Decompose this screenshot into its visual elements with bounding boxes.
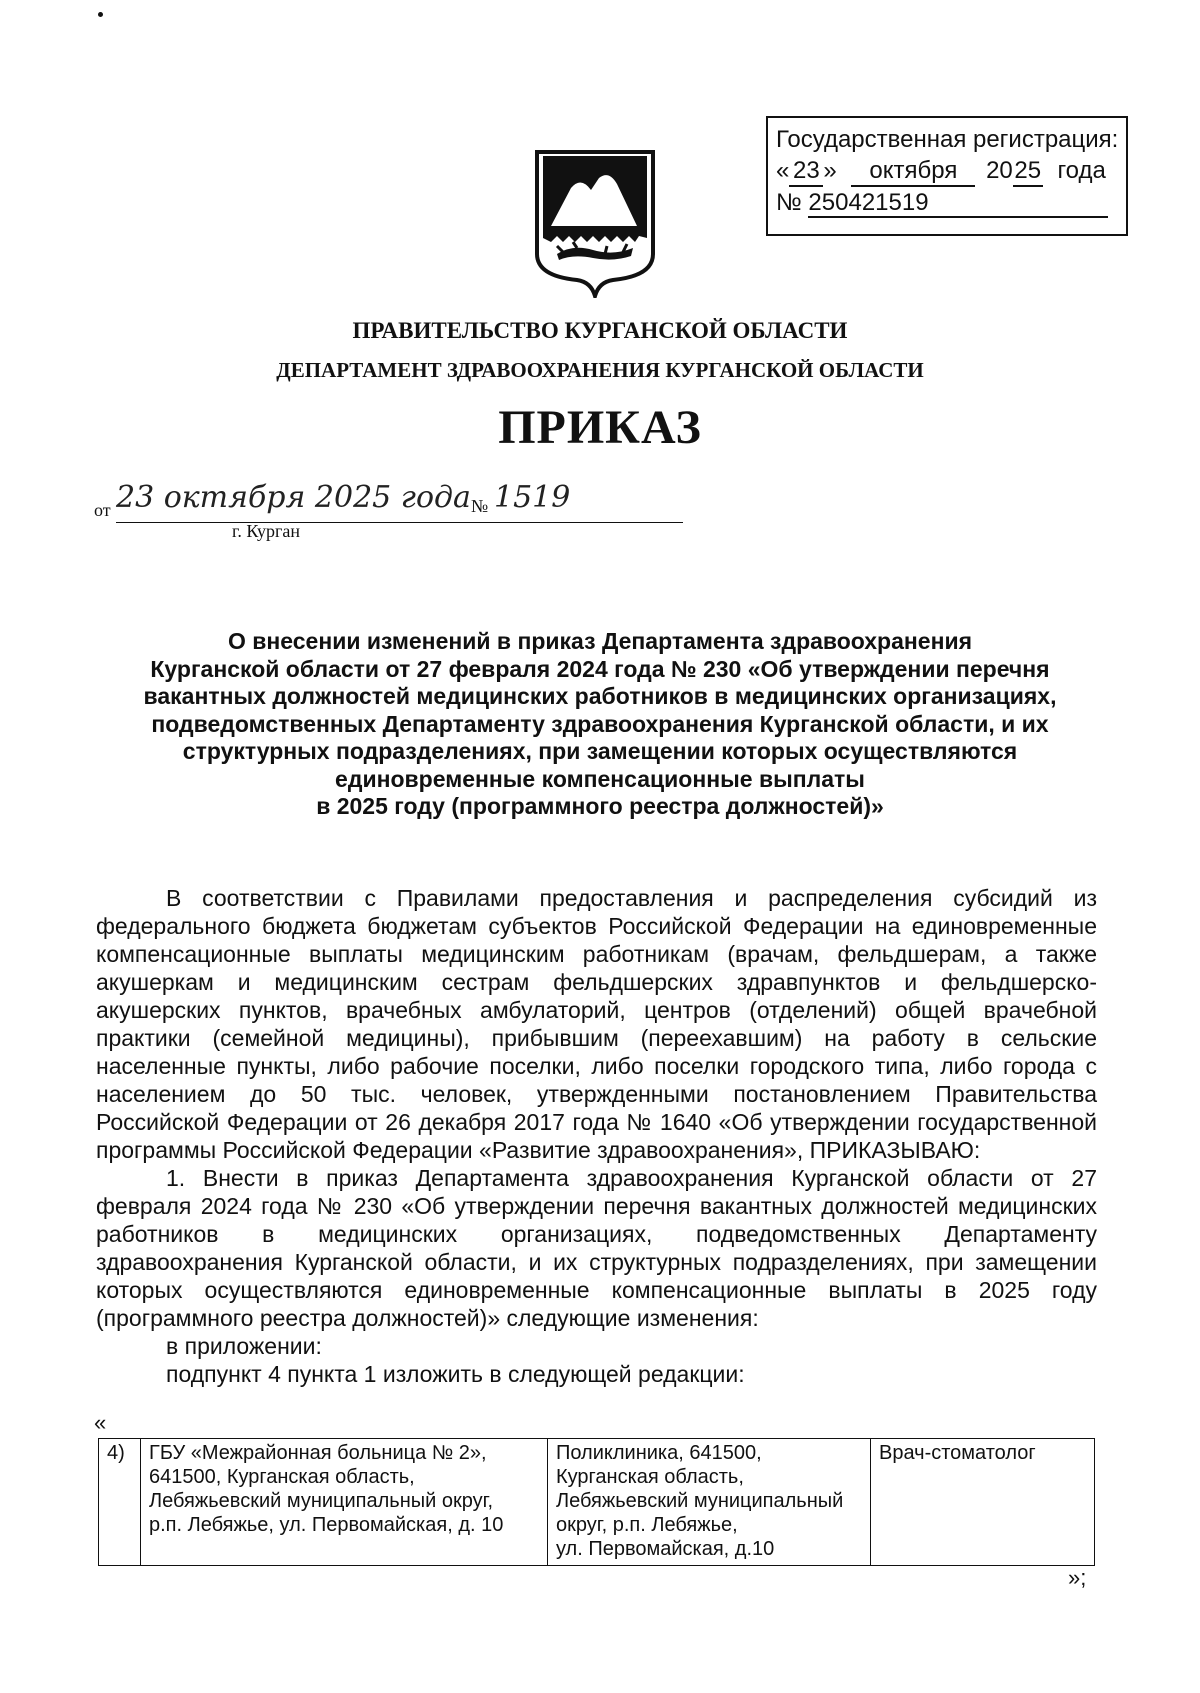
registration-year-word: года — [1057, 157, 1106, 185]
preamble-paragraph: В соответствии с Правилами предоставления и распределения субсидий из федерального бюджета бюджетам субъектов Российской Федерации на единовременные компенсационные выплаты медицинским работникам (врачам, фельдшерам, а также акушеркам и медицинским сестрам фельдшерских здравпунктов и фельдшерско-акушерских пунктов, врачебных амбулаторий, центров (отделений) общей врачебной практики (семейной медицины), прибывшим (переехавшим) на работу в сельские населенные пункты, либо рабочие поселки, либо поселки городского типа, либо города с населением до 50 тыс. человек, утвержденными постановлением Правительства Российской Федерации от 26 декабря 2017 года № 1640 «Об утверждении государственной программы Российской Федерации «Развитие здравоохранения», ПРИКАЗЫВАЮ: — [96, 885, 1097, 1163]
organization-line: р.п. Лебяжье, ул. Первомайская, д. 10 — [149, 1514, 504, 1536]
title-line: в 2025 году (программного реестра должностей)» — [316, 793, 884, 819]
subdivision-cell — [548, 1439, 871, 1566]
subdivision-line: Поликлиника, 641500, — [556, 1442, 762, 1464]
department-heading: ДЕПАРТАМЕНТ ЗДРАВООХРАНЕНИЯ КУРГАНСКОЙ ОБЛАСТИ — [276, 358, 924, 382]
registration-title: Государственная регистрация: — [776, 126, 1119, 153]
order-date-line — [94, 480, 614, 540]
title-line: структурных подразделениях, при замещении которых осуществляются — [182, 738, 1018, 764]
subdivision-line: Курганская область, — [556, 1466, 744, 1488]
subdivision-line: округ, р.п. Лебяжье, — [556, 1514, 738, 1536]
position-cell: Врач-стоматолог — [871, 1439, 1095, 1566]
document-title — [110, 628, 1090, 821]
registration-number: 250421519 — [808, 190, 1108, 218]
registration-quote-open: « — [776, 157, 790, 185]
handwritten-date: 23 октября 2025 года — [116, 480, 471, 515]
title-line: О внесении изменений в приказ Департамента здравоохранения — [227, 628, 973, 654]
organization-line: ГБУ «Межрайонная больница № 2», — [149, 1442, 487, 1464]
subitem-paragraph: подпункт 4 пункта 1 изложить в следующей редакции: — [166, 1361, 745, 1387]
date-from-label: от — [94, 500, 111, 520]
organization-line: Лебяжьевский муниципальный округ, — [149, 1490, 494, 1512]
scan-speck — [98, 12, 103, 17]
handwritten-order-number: 1519 — [494, 480, 571, 515]
order-number-label: № — [471, 496, 489, 516]
registration-day: 23 — [789, 158, 823, 186]
government-heading: ПРАВИТЕЛЬСТВО КУРГАНСКОЙ ОБЛАСТИ — [352, 318, 848, 343]
registration-date-row — [776, 155, 1118, 186]
organization-line: 641500, Курганская область, — [149, 1466, 415, 1488]
title-line: вакантных должностей медицинских работников в медицинских организациях, — [143, 683, 1057, 709]
subdivision-line: ул. Первомайская, д.10 — [556, 1538, 775, 1560]
city-label: г. Курган — [232, 521, 301, 541]
in-appendix-paragraph: в приложении: — [166, 1333, 322, 1359]
registration-month: октября — [851, 158, 975, 186]
row-number-cell: 4) — [99, 1439, 141, 1566]
document-body — [96, 884, 1097, 1388]
title-line: Курганской области от 27 февраля 2024 года № 230 «Об утверждении перечня — [150, 655, 1050, 682]
subdivision-line: Лебяжьевский муниципальный — [556, 1490, 844, 1512]
registration-number-label: № — [776, 188, 802, 216]
table-row — [99, 1439, 1095, 1566]
amendment-quote-close: »; — [1068, 1565, 1087, 1590]
item-1-paragraph: 1. Внести в приказ Департамента здравоохранения Курганской области от 27 февраля 2024 года № 230 «Об утверждении перечня вакантных должностей медицинских работников в медицинских организациях, подведомственных Департаменту здравоохранения Курганской области, и их структурных подразделениях, при замещении которых осуществляются единовременные компенсационные выплаты в 2025 году (программного реестра должностей)» следующие изменения: — [96, 1165, 1097, 1331]
title-line: единовременные компенсационные выплаты — [335, 765, 865, 792]
title-line: подведомственных Департаменту здравоохранения Курганской области, и их — [151, 710, 1049, 737]
date-underline — [116, 522, 683, 523]
registration-quote-close: » — [823, 157, 837, 185]
amendment-table — [98, 1438, 1095, 1566]
registration-year-suffix: 25 — [1013, 158, 1043, 186]
registration-stamp — [766, 116, 1128, 236]
coat-of-arms-icon — [533, 150, 657, 298]
organization-cell — [141, 1439, 548, 1566]
registration-year-prefix: 20 — [986, 157, 1013, 185]
amendment-quote-open: « — [94, 1410, 107, 1435]
registration-number-row — [776, 187, 1118, 218]
document-type-heading: ПРИКАЗ — [498, 401, 702, 454]
